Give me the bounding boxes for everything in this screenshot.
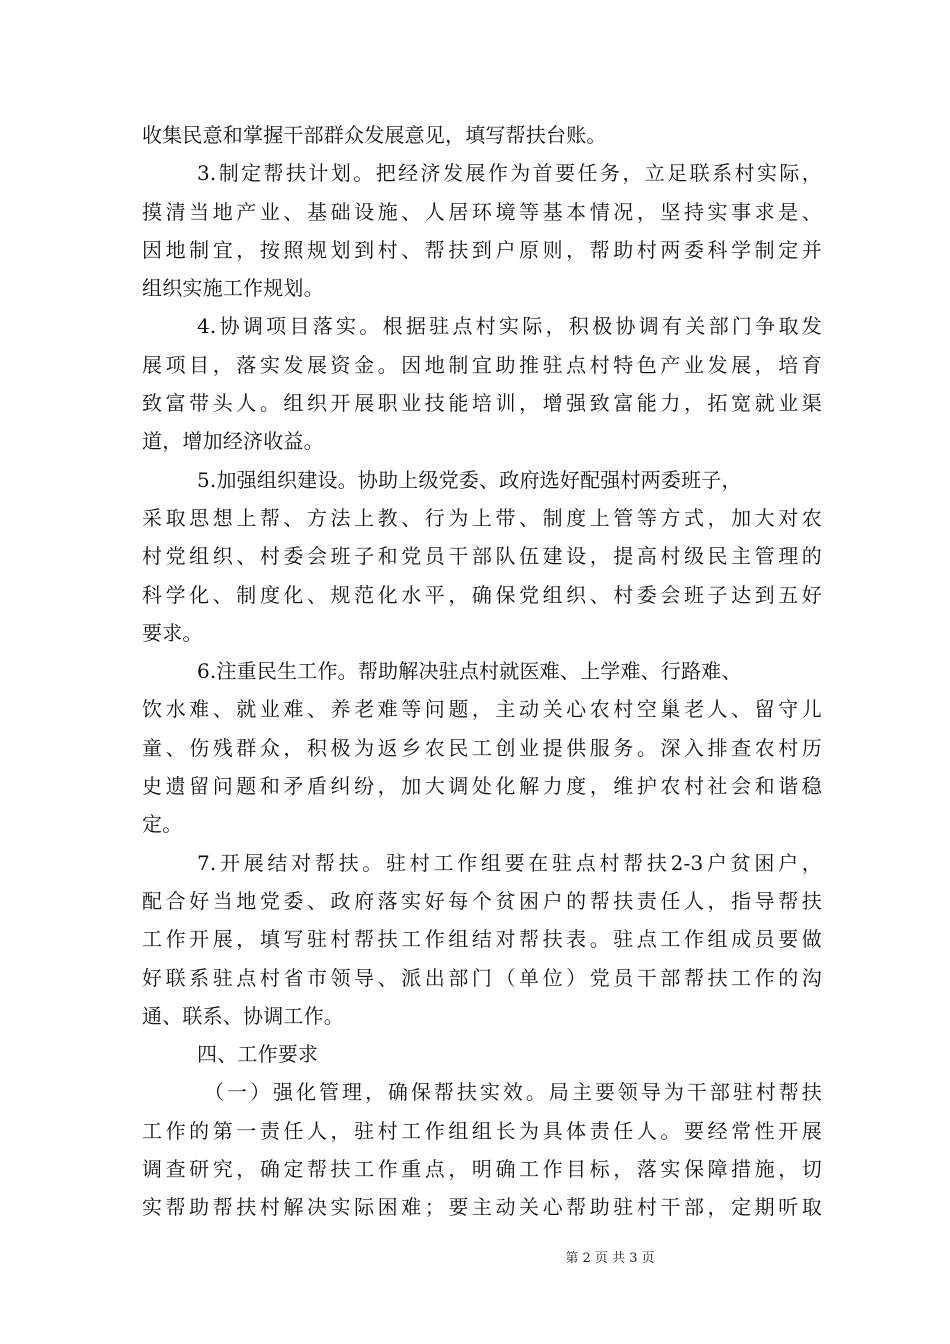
paragraph-line: 组织实施工作规划。 (142, 276, 324, 301)
paragraph-line: 道，增加经济收益。 (142, 429, 324, 454)
paragraph-7-line-1: 7.开展结对帮扶。驻村工作组要在驻点村帮扶2-3户贫困户， (197, 850, 822, 875)
paragraph-line: 要求。 (142, 620, 203, 645)
paragraph-line: 童、伤残群众，积极为返乡农民工创业提供服务。深入排查农村历 (142, 735, 822, 760)
paragraph-line: 摸清当地产业、基础设施、人居环境等基本情况，坚持实事求是、 (142, 199, 822, 224)
paragraph-line: 实帮助帮扶村解决实际困难；要主动关心帮助驻村干部，定期听取 (142, 1195, 822, 1220)
paragraph-line: 科学化、制度化、规范化水平，确保党组织、村委会班子达到五好 (142, 582, 822, 607)
paragraph-line: 调查研究，确定帮扶工作重点，明确工作目标，落实保障措施，切 (142, 1157, 822, 1182)
paragraph-line: 展项目，落实发展资金。因地制宜助推驻点村特色产业发展，培育 (142, 352, 822, 377)
paragraph-line: 村党组织、村委会班子和党员干部队伍建设，提高村级民主管理的 (142, 544, 822, 569)
section-heading: 四、工作要求 (197, 1042, 319, 1067)
paragraph-line: 史遗留问题和矛盾纠纷，加大调处化解力度，维护农村社会和谐稳 (142, 774, 822, 799)
paragraph-line: 定。 (142, 812, 183, 837)
paragraph-line: 好联系驻点村省市领导、派出部门（单位）党员干部帮扶工作的沟 (142, 965, 822, 990)
page-number-footer: 第 2 页 共 3 页 (565, 1251, 655, 1266)
paragraph-line: 因地制宜，按照规划到村、帮扶到户原则，帮助村两委科学制定并 (142, 237, 822, 262)
paragraph-5-line-1: 5.加强组织建设。协助上级党委、政府选好配强村两委班子， (197, 467, 742, 492)
paragraph-line: 通、联系、协调工作。 (142, 1003, 344, 1028)
paragraph-line: 工作开展，填写驻村帮扶工作组结对帮扶表。驻点工作组成员要做 (142, 927, 822, 952)
paragraph-6-line-1: 6.注重民生工作。帮助解决驻点村就医难、上学难、行路难、 (197, 659, 742, 684)
paragraph-line: 配合好当地党委、政府落实好每个贫困户的帮扶责任人，指导帮扶 (142, 888, 822, 913)
document-body (142, 116, 822, 1227)
paragraph-4-line-1: 4.协调项目落实。根据驻点村实际，积极协调有关部门争取发 (197, 314, 822, 339)
paragraph-line: 工作的第一责任人，驻村工作组组长为具体责任人。要经常性开展 (142, 1118, 822, 1143)
paragraph-8-line-1: （一）强化管理，确保帮扶实效。局主要领导为干部驻村帮扶 (204, 1080, 822, 1105)
paragraph-line: 饮水难、就业难、养老难等问题，主动关心农村空巢老人、留守儿 (142, 697, 822, 722)
paragraph-3-line-1: 3.制定帮扶计划。把经济发展作为首要任务，立足联系村实际， (197, 161, 822, 186)
paragraph-line: 收集民意和掌握干部群众发展意见，填写帮扶台账。 (142, 123, 607, 147)
paragraph-line: 致富带头人。组织开展职业技能培训，增强致富能力，拓宽就业渠 (142, 391, 822, 416)
paragraph-line: 采取思想上帮、方法上教、行为上带、制度上管等方式，加大对农 (142, 505, 822, 530)
